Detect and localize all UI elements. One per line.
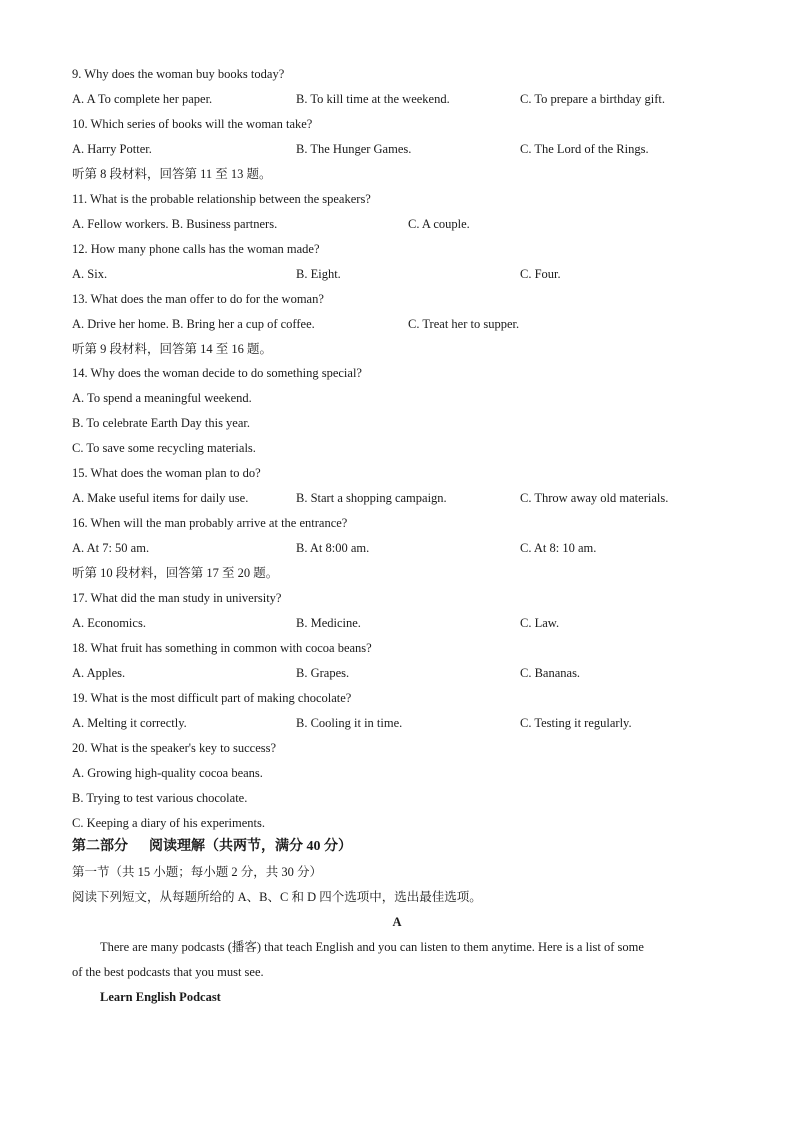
options-13 [72,316,732,332]
question-17: 17. What did the man study in university? [72,591,282,605]
option-14c: C. To save some recycling materials. [72,441,256,455]
options-12 [72,266,732,282]
option-15a: A. Make useful items for daily use. [72,491,249,505]
option-15c: C. Throw away old materials. [520,491,669,505]
option-9c: C. To prepare a birthday gift. [520,92,666,106]
options-19 [72,715,732,731]
question-15: 15. What does the woman plan to do? [72,466,261,480]
options-17 [72,615,732,631]
option-12b: B. Eight. [296,267,341,281]
option-10c: C. The Lord of the Rings. [520,142,649,156]
option-9a: A. A To complete her paper. [72,92,213,106]
part-2-label: 第二部分 [72,839,128,854]
question-18: 18. What fruit has something in common with cocoa beans? [72,641,372,655]
option-16c: C. At 8: 10 am. [520,541,597,555]
option-19b: B. Cooling it in time. [296,716,403,730]
option-10b: B. The Hunger Games. [296,142,412,156]
question-12: 12. How many phone calls has the woman made? [72,242,320,256]
option-14b: B. To celebrate Earth Day this year. [72,416,250,430]
question-10: 10. Which series of books will the woman take? [72,117,313,131]
option-20c: C. Keeping a diary of his experiments. [72,816,266,830]
options-18 [72,665,732,681]
section-10-instruction: 听第 10 段材料，回答第 17 至 20 题。 [72,566,279,580]
options-10 [72,141,732,157]
question-11: 11. What is the probable relationship between the speakers? [72,192,371,206]
option-18b: B. Grapes. [296,666,350,680]
option-19c: C. Testing it regularly. [520,716,632,730]
option-11c: C. A couple. [408,217,470,231]
options-9 [72,91,732,107]
option-20a: A. Growing high-quality cocoa beans. [72,766,263,780]
options-15 [72,490,732,506]
question-9: 9. Why does the woman buy books today? [72,67,285,81]
option-12c: C. Four. [520,267,561,281]
option-20b: B. Trying to test various chocolate. [72,791,248,805]
option-9b: B. To kill time at the weekend. [296,92,450,106]
option-17b: B. Medicine. [296,616,361,630]
question-13: 13. What does the man offer to do for the woman? [72,292,324,306]
option-15b: B. Start a shopping campaign. [296,491,447,505]
option-11ab: A. Fellow workers. B. Business partners. [72,217,278,231]
part-2-title: 阅读理解（共两节，满分 40 分） [149,839,352,854]
passage-subheading: Learn English Podcast [100,990,221,1004]
passage-paragraph-line-2: of the best podcasts that you must see. [72,965,264,979]
option-13c: C. Treat her to supper. [408,317,520,331]
question-16: 16. When will the man probably arrive at the entrance? [72,516,348,530]
options-11 [72,216,732,232]
option-19a: A. Melting it correctly. [72,716,187,730]
options-16 [72,540,732,556]
question-19: 19. What is the most difficult part of making chocolate? [72,691,352,705]
option-12a: A. Six. [72,267,108,281]
option-17a: A. Economics. [72,616,146,630]
option-17c: C. Law. [520,616,560,630]
option-18c: C. Bananas. [520,666,581,680]
passage-paragraph-line-1: There are many podcasts (播客) that teach English and you can listen to them anytime. Here is a list of some [100,940,644,954]
option-16b: B. At 8:00 am. [296,541,370,555]
section-1-header: 第一节（共 15 小题；每小题 2 分，共 30 分） [72,865,323,879]
option-13ab: A. Drive her home. B. Bring her a cup of coffee. [72,317,315,331]
option-16a: A. At 7: 50 am. [72,541,150,555]
question-14: 14. Why does the woman decide to do something special? [72,366,362,380]
option-18a: A. Apples. [72,666,126,680]
section-9-instruction: 听第 9 段材料，回答第 14 至 16 题。 [72,342,273,356]
option-10a: A. Harry Potter. [72,142,152,156]
passage-letter: A [392,915,402,929]
part-2-heading [72,839,352,855]
section-8-instruction: 听第 8 段材料，回答第 11 至 13 题。 [72,167,272,181]
option-14a: A. To spend a meaningful weekend. [72,391,252,405]
question-20: 20. What is the speaker's key to success? [72,741,277,755]
reading-instructions: 阅读下列短文，从每题所给的 A、B、C 和 D 四个选项中，选出最佳选项。 [72,890,482,904]
